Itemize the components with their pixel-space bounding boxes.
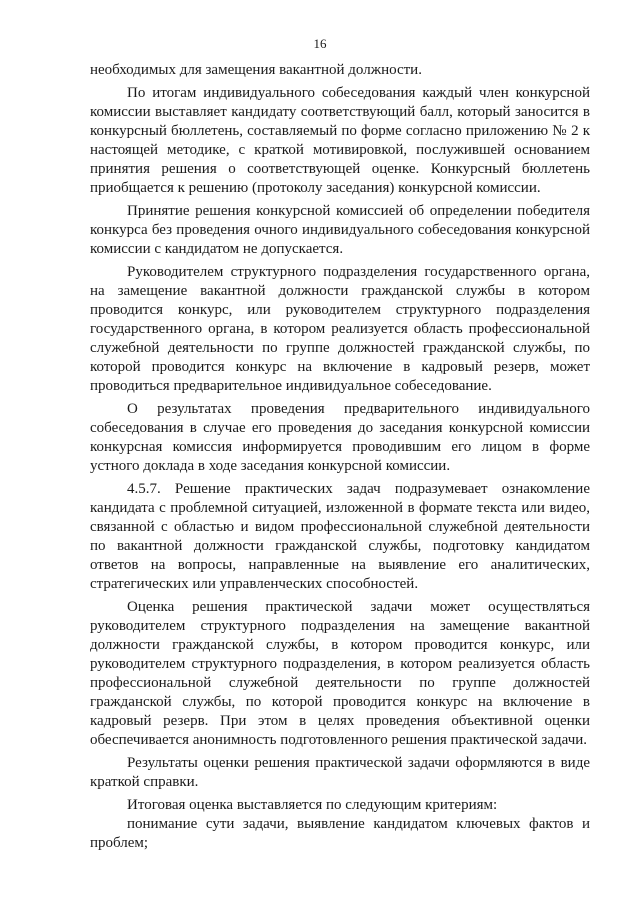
paragraph: Руководителем структурного подразделения государственного органа, на замещение вакантной должности гражданской службы в котором проводится конкурс, или руководителем структурного подразделения государственного органа, в котором реализуется область профессиональной служебной деятельности по группе должностей гражданской службы, по которой проводится конкурс на включение в кадровый резерв, может проводиться предварительное индивидуальное собеседование. [90,264,590,394]
paragraph: Результаты оценки решения практической задачи оформляются в виде краткой справки. [90,755,590,790]
paragraph: понимание сути задачи, выявление кандидатом ключевых фактов и проблем; [90,816,590,851]
paragraph: необходимых для замещения вакантной должности. [90,62,422,78]
paragraph: Принятие решения конкурсной комиссией об определении победителя конкурса без проведения очного индивидуального собеседования конкурсной комиссии с кандидатом не допускается. [90,203,590,257]
paragraph: Оценка решения практической задачи может осуществляться руководителем структурного подразделения на замещение вакантной должности гражданской службы, в котором проводится конкурс, или руководителем структурного подразделения, в котором реализуется область профессиональной служебной деятельности по группе должностей гражданской службы, по которой проводится конкурс на включение в кадровый резерв. При этом в целях проведения объективной оценки обеспечивается анонимность подготовленного решения практической задачи. [90,599,590,748]
paragraph: 4.5.7. Решение практических задач подразумевает ознакомление кандидата с проблемной ситуацией, изложенной в формате текста или видео, связанной с областью и видом профессиональной служебной деятельности по вакантной должности гражданской службы, подготовку кандидатом ответов на вопросы, направленные на выявление его аналитических, стратегических или управленческих способностей. [90,481,590,592]
paragraph: По итогам индивидуального собеседования каждый член конкурсной комиссии выставляет кандидату соответствующий балл, который заносится в конкурсный бюллетень, составляемый по форме согласно приложению № 2 к настоящей методике, с краткой мотивировкой, послужившей основанием принятия решения о соответствующей оценке. Конкурсный бюллетень приобщается к решению (протоколу заседания) конкурсной комиссии. [90,85,590,196]
paragraph: О результатах проведения предварительного индивидуального собеседования в случае его проведения до заседания конкурсной комиссии конкурсная комиссия информируется проводившим его лицом в форме устного доклада в ходе заседания конкурсной комиссии. [90,401,590,474]
page-number: 16 [313,36,327,51]
paragraph: Итоговая оценка выставляется по следующим критериям: [127,797,498,813]
document-body [90,61,590,853]
